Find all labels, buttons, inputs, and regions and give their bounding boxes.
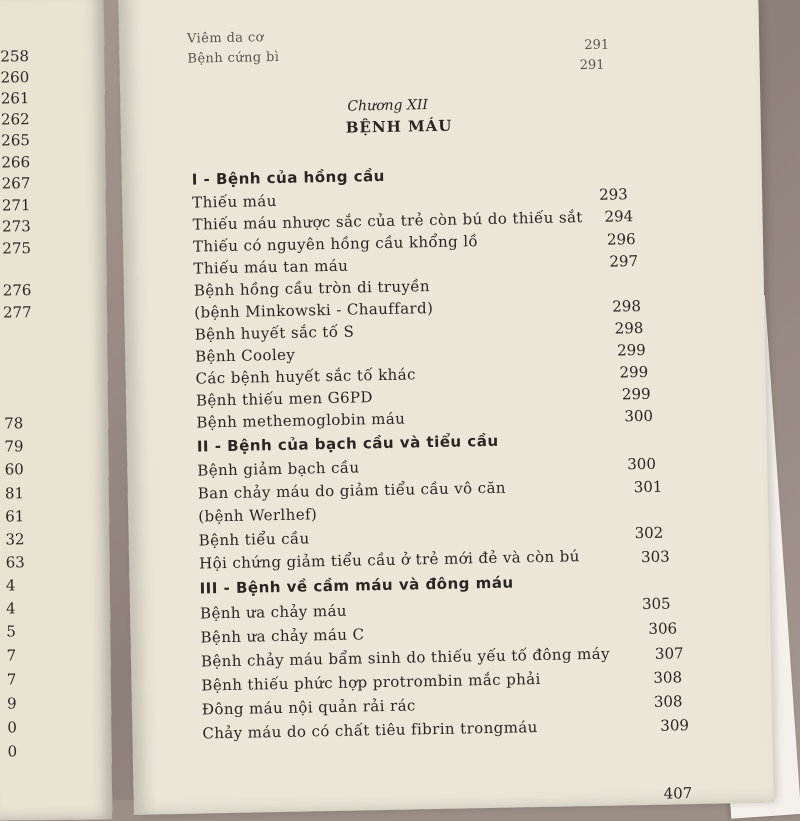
left-page-number: 61 (5, 507, 25, 526)
left-page-number: 265 (1, 131, 30, 150)
left-page-number: 9 (7, 694, 17, 713)
page-number: 299 (621, 384, 651, 404)
left-page-number: 260 (0, 68, 30, 87)
left-page-number: 5 (6, 622, 17, 641)
left-page-number: 60 (4, 460, 24, 479)
toc-entry: Thiếu máu tan máu (193, 256, 349, 278)
left-page (0, 0, 112, 821)
left-page-number: 0 (7, 742, 18, 761)
toc-entry: Bệnh chảy máu bẩm sinh do thiếu yếu tố đông máy (200, 644, 611, 671)
section-heading: II - Bệnh của bạch cầu và tiểu cầu (196, 431, 499, 456)
page-number: 309 (660, 716, 690, 735)
left-page-number: 266 (1, 153, 31, 172)
toc-entry: Bệnh giảm bạch cầu (197, 458, 360, 480)
toc-entry: Hội chứng giảm tiểu cầu ở trẻ mới đẻ và còn bú (198, 547, 580, 573)
toc-entry: Bệnh ưa chảy máu C (200, 625, 365, 647)
left-page-number: 81 (4, 484, 25, 503)
page-number: 298 (614, 318, 644, 338)
left-page-number: 276 (2, 281, 32, 300)
left-page-number: 275 (2, 239, 32, 258)
left-page-number: 271 (1, 196, 31, 215)
page-number: 308 (653, 692, 683, 711)
page-number: 305 (641, 594, 671, 614)
left-page-number: 79 (4, 437, 24, 456)
section-heading: III - Bệnh về cầm máu và đông máu (199, 573, 514, 598)
toc-entry: Bệnh ưa chảy máu (199, 601, 348, 623)
page-number: 298 (612, 297, 642, 316)
toc-entry: Bệnh huyết sắc tố S (194, 322, 355, 344)
toc-entry: Bệnh tiểu cầu (198, 529, 310, 550)
page-number: 302 (634, 523, 664, 543)
toc-entry: Bệnh hồng cầu tròn di truyền (193, 277, 431, 300)
left-page-number: 261 (0, 89, 30, 108)
toc-entry: Các bệnh huyết sắc tố khác (195, 365, 416, 388)
left-page-number: 273 (2, 217, 31, 236)
toc-entry: Đông máu nội quản rải rác (201, 696, 416, 719)
toc-entry: Viêm da cơ (186, 30, 264, 47)
left-page-number: 63 (5, 553, 25, 572)
section-heading: I - Bệnh của hồng cầu (191, 166, 386, 189)
page-number: 297 (609, 252, 639, 271)
page-number: 300 (624, 406, 654, 426)
page-number: 308 (653, 668, 683, 687)
page-number: 300 (627, 454, 657, 474)
page-number: 307 (654, 644, 684, 663)
left-page-number: 277 (2, 303, 32, 322)
page-number: 299 (616, 340, 646, 360)
footer-page-number: 407 (663, 784, 693, 803)
toc-entry: (bệnh Werlhef) (198, 505, 318, 526)
page-number: 293 (598, 185, 628, 204)
toc-entry: Thiếu máu nhược sắc của trẻ còn bú do thiếu sắt (192, 208, 583, 234)
chapter-label: Chương XII (347, 97, 429, 115)
left-page-number: 0 (7, 718, 18, 737)
page-number: 306 (648, 619, 678, 638)
page-number: 296 (606, 230, 636, 249)
toc-entry: Bệnh methemoglobin máu (196, 409, 406, 432)
left-page-number: 262 (0, 110, 30, 129)
left-page-number: 258 (0, 47, 30, 66)
toc-entry: Bệnh thiếu phức hợp protrombin mắc phải (201, 670, 541, 695)
left-page-number: 78 (4, 414, 24, 433)
page-number: 299 (619, 362, 649, 382)
toc-entry: Thiếu có nguyên hồng cầu khổng lồ (192, 232, 479, 256)
toc-entry: Thiếu máu (192, 191, 277, 212)
chapter-title: BỆNH MÁU (345, 116, 453, 137)
toc-entry: Bệnh cứng bì (187, 49, 280, 67)
page-number: 303 (640, 547, 670, 567)
page-number: 301 (633, 477, 663, 497)
toc-entry: Bệnh thiếu men G6PD (195, 388, 374, 410)
toc-entry: Ban chảy máu do giảm tiểu cầu vô căn (197, 478, 507, 503)
page-number: 294 (604, 207, 634, 226)
left-page-number: 32 (5, 530, 25, 549)
left-page-number: 4 (5, 576, 16, 595)
left-page-number: 267 (1, 174, 31, 193)
toc-entry: (bệnh Minkowski - Chauffard) (194, 299, 434, 322)
toc-entry: Bệnh Cooley (194, 345, 296, 366)
page-number: 291 (584, 37, 610, 54)
page-number: 291 (579, 57, 605, 74)
left-page-number: 4 (6, 599, 16, 618)
left-page-number: 7 (6, 646, 17, 665)
right-page (118, 0, 774, 815)
toc-entry: Chảy máu do có chất tiêu fibrin trongmáu (202, 718, 538, 743)
left-page-number: 7 (6, 670, 17, 689)
